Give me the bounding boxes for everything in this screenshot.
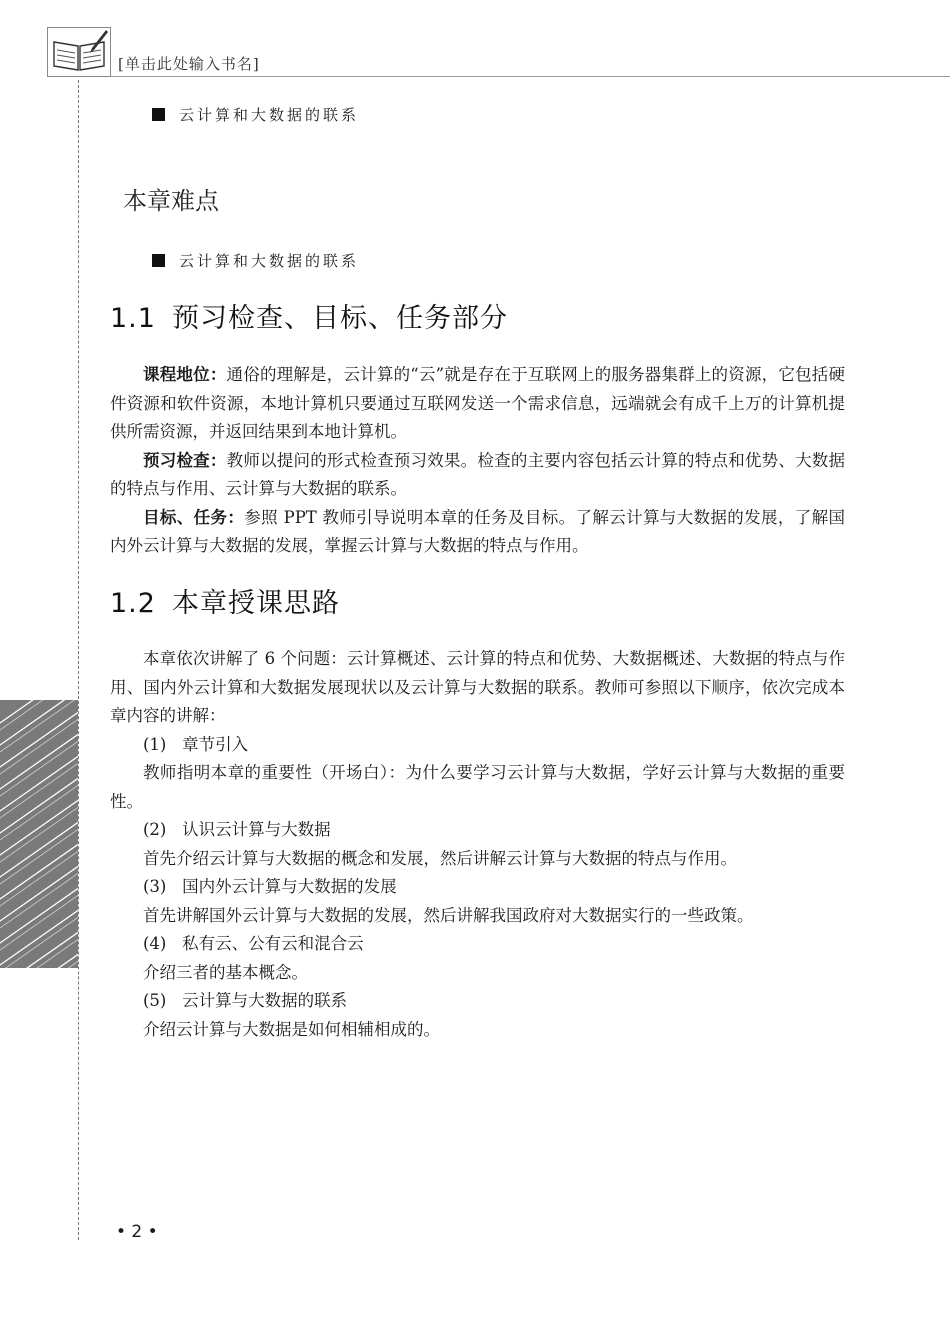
step-description: 介绍云计算与大数据是如何相辅相成的。	[143, 1019, 440, 1039]
step-heading	[110, 930, 845, 959]
step-description: 首先讲解国外云计算与大数据的发展，然后讲解我国政府对大数据实行的一些政策。	[143, 905, 754, 925]
step-label: (3)	[143, 877, 167, 896]
step-title: 私有云、公有云和混合云	[182, 934, 364, 953]
paragraph-text: 教师以提问的形式检查预习效果。检查的主要内容包括云计算的特点和优势、大数据的特点与作用、云计算与大数据的联系。	[110, 450, 846, 498]
square-bullet-icon	[152, 254, 165, 267]
step-label: (5)	[143, 991, 167, 1010]
step-description: 教师指明本章的重要性（开场白）：为什么要学习云计算与大数据，学好云计算与大数据的重要性。	[110, 763, 845, 811]
step-label: (1)	[143, 734, 167, 754]
book-pen-icon	[48, 28, 110, 76]
chapter-difficulty-heading: 本章难点	[123, 187, 219, 215]
step-title: 章节引入	[182, 734, 249, 754]
header-book-icon-frame	[47, 27, 111, 77]
step-label: (2)	[143, 820, 167, 839]
step-heading	[110, 987, 845, 1016]
goals-tasks-paragraph	[110, 504, 845, 561]
step-label: (4)	[143, 934, 167, 953]
paragraph-label: 目标、任务：	[143, 507, 245, 527]
step-title: 国内外云计算与大数据的发展	[182, 877, 397, 896]
book-title-placeholder[interactable]: [单击此处输入书名]	[118, 55, 260, 73]
header-rule	[110, 76, 950, 77]
difficulty-item-text: 云计算和大数据的联系	[179, 252, 360, 270]
paragraph-text: 通俗的理解是，云计算的“云”就是存在于互联网上的服务器集群上的资源，它包括硬件资源和软件资源，本地计算机只要通过互联网发送一个需求信息，远端就会有成千上万的计算机提供所需资源，并返回结果到本地计算机。	[110, 365, 846, 441]
step-title: 云计算与大数据的联系	[182, 991, 348, 1010]
section-1-1-body	[110, 361, 845, 561]
focus-bullet-item	[152, 104, 359, 125]
step-heading	[110, 873, 845, 902]
step-description: 首先介绍云计算与大数据的概念和发展，然后讲解云计算与大数据的特点与作用。	[143, 848, 737, 868]
section-title: 预习检查、目标、任务部分	[171, 303, 508, 334]
paragraph-text: 参照 PPT 教师引导说明本章的任务及目标。了解云计算与大数据的发展，了解国内外云计算与大数据的发展，掌握云计算与大数据的特点与作用。	[110, 507, 846, 555]
side-stripe-decoration	[0, 700, 78, 968]
intro-paragraph: 本章依次讲解了 6 个问题：云计算概述、云计算的特点和优势、大数据概述、大数据的特点与作用、国内外云计算和大数据发展现状以及云计算与大数据的联系。教师可参照以下顺序，依次完成本章内容的讲解：	[110, 649, 845, 725]
section-number: 1.1	[110, 303, 156, 334]
section-title: 本章授课思路	[171, 588, 340, 619]
paragraph-label: 预习检查：	[143, 450, 227, 470]
binding-dashed-line	[78, 80, 79, 1240]
step-heading	[110, 731, 845, 760]
step-heading	[110, 816, 845, 845]
square-bullet-icon	[152, 108, 165, 121]
focus-item-text: 云计算和大数据的联系	[179, 106, 360, 124]
paragraph-label: 课程地位：	[143, 365, 227, 384]
section-1-2-body	[110, 645, 845, 1044]
preview-check-paragraph	[110, 447, 845, 504]
step-description: 介绍三者的基本概念。	[143, 962, 308, 982]
step-title: 认识云计算与大数据	[182, 820, 331, 839]
section-1-1-heading	[110, 296, 508, 335]
course-position-paragraph	[110, 361, 845, 447]
section-number: 1.2	[110, 588, 156, 619]
difficulty-bullet-item	[152, 250, 359, 271]
page-number: • 2 •	[116, 1222, 158, 1242]
section-1-2-heading	[110, 581, 340, 620]
